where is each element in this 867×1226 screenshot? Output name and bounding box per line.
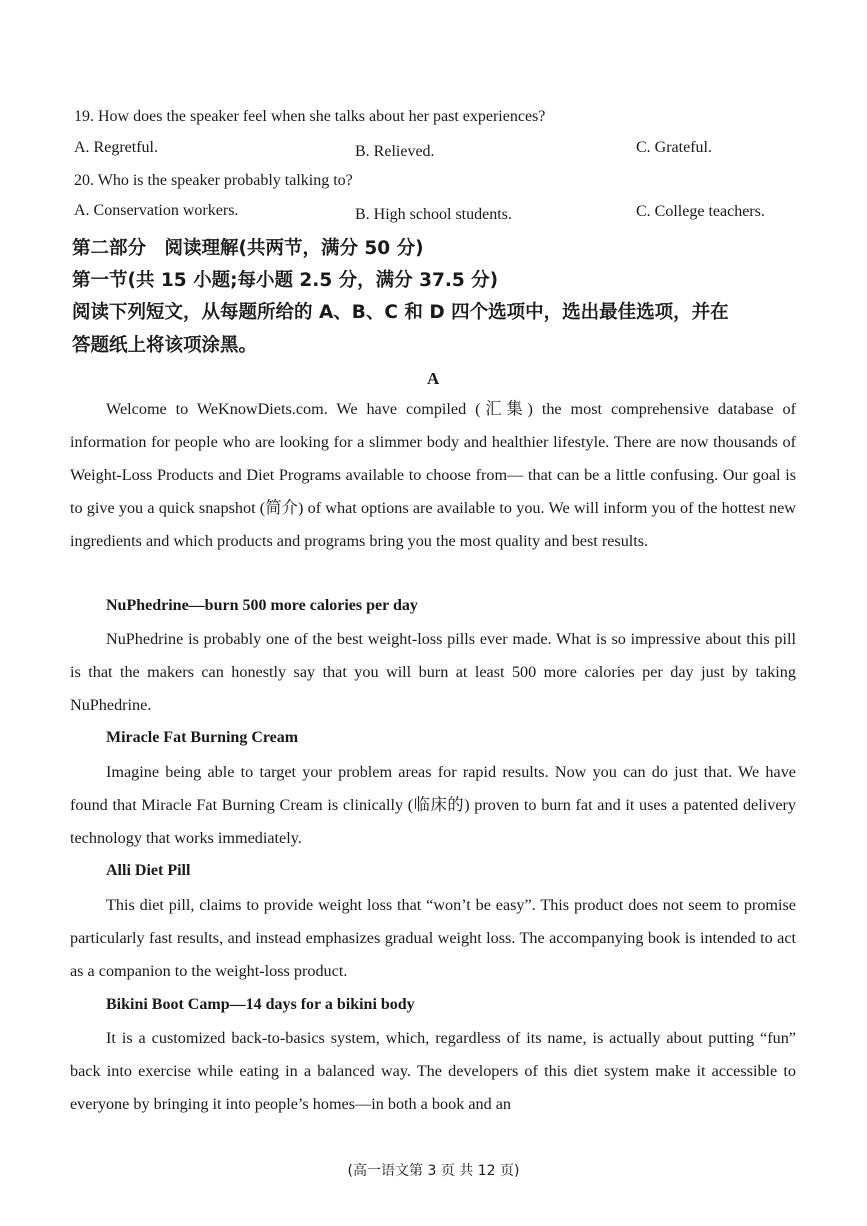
part-two-heading: 第二部分 阅读理解(共两节，满分 50 分) (72, 238, 424, 259)
item-title-nuphedrine: NuPhedrine—burn 500 more calories per day (106, 597, 418, 614)
passage-intro (70, 393, 796, 558)
item-title-cream: Miracle Fat Burning Cream (106, 729, 299, 746)
item-text-nuphedrine (70, 623, 796, 722)
passage-label: A (427, 369, 440, 388)
q19-option-b: B. Relieved. (355, 143, 435, 160)
passage-intro-text: Welcome to WeKnowDiets.com. We have compiled (汇集) the most comprehensive database of information for people who are looking for a slimmer body and healthier lifestyle. There are now thousands of Weight-Loss Products and Diet Programs available to choose from— that can be a little confusing. Our goal is to give you a quick snapshot (简介) of what options are available to you. We will inform you of the hottest new ingredients and which products and programs bring you the most quality and best results. (70, 400, 796, 550)
item-text-nuphedrine-body: NuPhedrine is probably one of the best weight-loss pills ever made. What is so impressive about this pill is that the makers can honestly say that you will burn at least 500 more calories per day just by taking NuPhedrine. (70, 630, 796, 714)
page-footer: (高一语文第 3 页 共 12 页) (347, 1163, 520, 1179)
item-title-alli: Alli Diet Pill (106, 862, 191, 879)
question-20: 20. Who is the speaker probably talking to? (74, 172, 353, 189)
q20-option-b: B. High school students. (355, 206, 512, 223)
q19-option-c: C. Grateful. (636, 139, 712, 156)
instructions-line-2: 答题纸上将该项涂黑。 (72, 335, 258, 356)
item-text-alli (70, 889, 796, 988)
q19-option-a: A. Regretful. (74, 139, 158, 156)
item-text-bikini (70, 1022, 796, 1121)
item-title-bikini: Bikini Boot Camp—14 days for a bikini body (106, 996, 415, 1013)
item-text-bikini-body: It is a customized back-to-basics system, which, regardless of its name, is actually about putting “fun” back into exercise while eating in a balanced way. The developers of this diet system make it accessible to everyone by bringing it into people’s homes—in both a book and an (70, 1029, 796, 1113)
section-one-heading: 第一节(共 15 小题;每小题 2.5 分，满分 37.5 分) (72, 270, 499, 291)
q20-option-a: A. Conservation workers. (74, 202, 239, 219)
instructions-line-1: 阅读下列短文，从每题所给的 A、B、C 和 D 四个选项中，选出最佳选项，并在 (72, 302, 729, 323)
item-text-alli-body: This diet pill, claims to provide weight loss that “won’t be easy”. This product does not seem to promise particularly fast results, and instead emphasizes gradual weight loss. The accompanying book is intended to act as a companion to the weight-loss product. (70, 896, 796, 980)
question-19: 19. How does the speaker feel when she talks about her past experiences? (74, 108, 546, 125)
item-text-cream-body: Imagine being able to target your problem areas for rapid results. Now you can do just that. We have found that Miracle Fat Burning Cream is clinically (临床的) proven to burn fat and it uses a patented delivery technology that works immediately. (70, 763, 796, 847)
item-text-cream (70, 756, 796, 855)
q20-option-c: C. College teachers. (636, 203, 765, 220)
